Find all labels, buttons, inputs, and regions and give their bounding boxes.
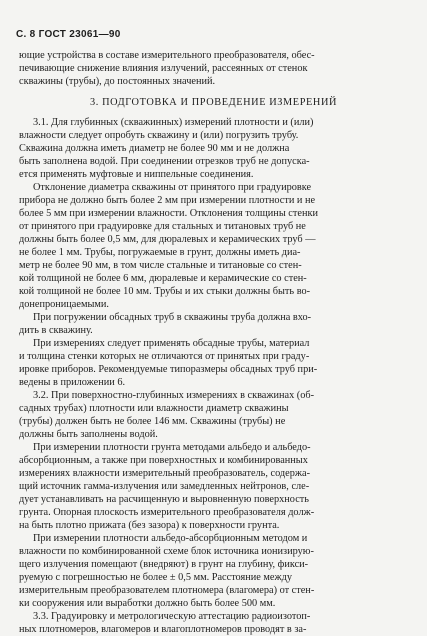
text-line: донепроницаемыми. <box>19 299 109 310</box>
section-heading: 3. ПОДГОТОВКА И ПРОВЕДЕНИЕ ИЗМЕРЕНИЙ <box>89 97 338 108</box>
text-line: ведены в приложении 6. <box>19 377 126 388</box>
text-line: При погружении обсадных труб в скважины труба должна вхо- <box>33 312 312 323</box>
text-line: влажности следует опробуть скважину и (или) погрузить трубу. <box>19 130 299 141</box>
text-line: щего излучения помещают (внедряют) в грунт на глубину, фикси- <box>19 559 309 570</box>
text-line: на быть плотно прижата (без зазора) к поверхности грунта. <box>19 520 280 531</box>
text-line: 3.2. При поверхностно-глубинных измерениях в скважинах (об- <box>33 390 315 401</box>
text-line: ировке приборов. Рекомендуемые типоразмеры обсадных труб при- <box>19 364 318 375</box>
text-line: должны быть заполнены водой. <box>19 429 158 440</box>
text-line: 3.1. Для глубинных (скважинных) измерений плотности и (или) <box>33 117 314 128</box>
text-line: метр не более 90 мм, в том числе стальные и титановые со стен- <box>19 260 302 271</box>
text-line: не более 1 мм. Трубы, погружаемые в грунт, должны иметь диа- <box>19 247 301 258</box>
text-line: ющие устройства в составе измерительного преобразователя, обес- <box>19 50 315 61</box>
text-line: измерительным преобразователем плотномера (влагомера) от стен- <box>19 585 315 596</box>
page-header: С. 8 ГОСТ 23061—90 <box>16 29 121 40</box>
text-line: Скважина должна иметь диаметр не более 90 мм и не должна <box>19 143 290 154</box>
text-line: ется применять муфтовые и ниппельные соединения. <box>19 169 254 180</box>
text-line: кой толщиной не более 6 мм, дюралевые и керамические со стен- <box>19 273 307 284</box>
text-line: Отклонение диаметра скважины от принятого при градуировке <box>33 182 312 193</box>
text-line: При измерении плотности грунта методами альбедо и альбедо- <box>33 442 311 453</box>
text-line: При измерении плотности альбедо-абсорбционным методом и <box>33 533 308 544</box>
text-line: абсорбционным, а также при поверхностных и комбинированных <box>19 455 308 466</box>
text-line: 3.3. Градуировку и метрологическую аттестацию радиоизотоп- <box>33 611 311 622</box>
text-line: садных трубах) плотности или влажности диаметр скважины <box>19 403 289 414</box>
text-line: печивающие снижение влияния излучений, рассеянных от стенок <box>19 63 308 74</box>
text-line: ных плотномеров, влагомеров и влагоплотномеров проводят в за- <box>19 624 307 635</box>
text-line: влажности по комбинированной схеме блок источника ионизирую- <box>19 546 314 557</box>
text-line: скважины (трубы), до постоянных значений. <box>19 76 216 87</box>
text-line: и толщина стенки которых не отличаются от принятых при граду- <box>19 351 310 362</box>
text-line: дить в скважину. <box>19 325 93 336</box>
text-line: измерениях влажности измерительный преобразователь, содержа- <box>19 468 310 479</box>
text-line: быть заполнена водой. При соединении отрезков труб не допуска- <box>19 156 310 167</box>
text-line: кой толщиной не более 10 мм. Трубы и их стыки должны быть во- <box>19 286 311 297</box>
text-line: грунта. Опорная плоскость измерительного преобразователя долж- <box>19 507 315 518</box>
text-line: При измерениях следует применять обсадные трубы, материал <box>33 338 310 349</box>
text-line: более 5 мм при измерении влажности. Отклонения толщины стенки <box>19 208 318 219</box>
text-line: от принятого при градуировке для стальных и титановых труб не <box>19 221 306 232</box>
text-line: должны быть более 0,5 мм, для дюралевых и керамических труб — <box>19 234 316 245</box>
text-line: ки сооружения или выработки должно быть более 500 мм. <box>19 598 276 609</box>
text-line: руемую с погрешностью не более ± 0,5 мм. Расстояние между <box>19 572 293 583</box>
text-line: дует устанавливать на расчищенную и выровненную поверхность <box>19 494 309 505</box>
text-line: щий источник гамма-излучения или замедленных нейтронов, сле- <box>19 481 310 492</box>
text-line: прибора не должно быть более 2 мм при измерении плотности и не <box>19 195 316 206</box>
text-line: (трубы) должен быть не более 146 мм. Скважины (трубы) не <box>19 416 286 427</box>
